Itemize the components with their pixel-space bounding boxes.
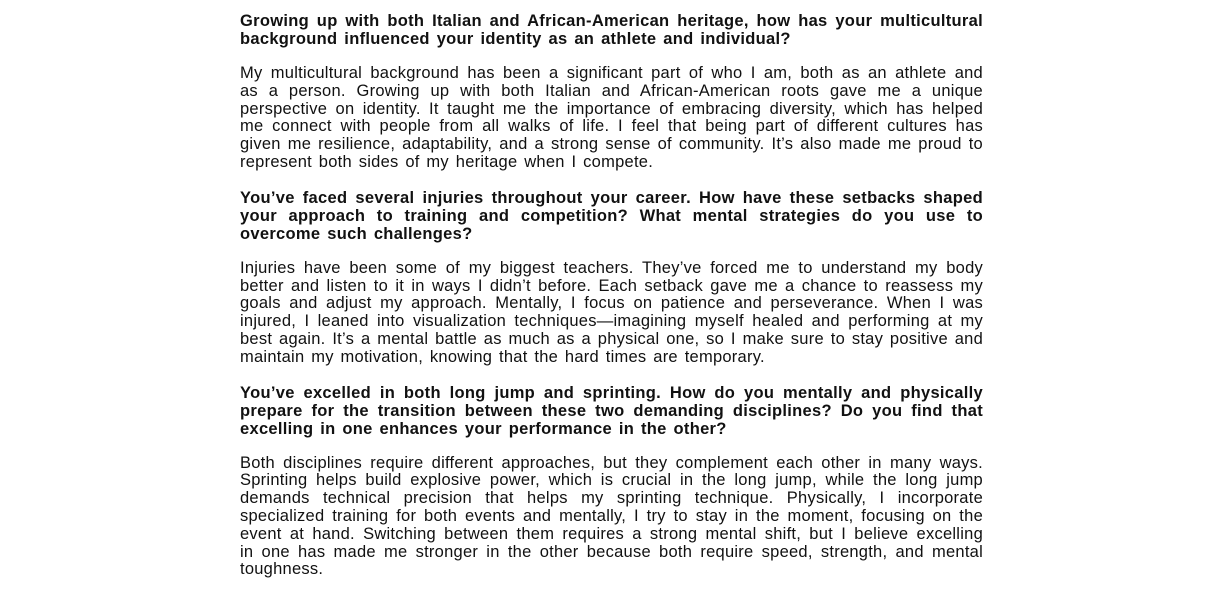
answer-disciplines: Both disciplines require different approaches, but they complement each other in many ways. Sprinting helps build explosive power, which is crucial in the long jump, while the long jump demands technical precision that helps my sprinting technique. Physically, I incorporate specialized training for both events and mentally, I try to stay in the moment, focusing on the event at hand. Switching between them requires a strong mental shift, but I believe excelling in one has made me stronger in the other because both require speed, strength, and mental toughness. <box>240 453 983 579</box>
qa-block-heritage <box>240 12 983 172</box>
answer-heritage: My multicultural background has been a significant part of who I am, both as an athlete and as a person. Growing up with both Italian and African-American roots gave me a unique perspective on identity. It taught me the importance of embracing diversity, which has helped me connect with people from all walks of life. I feel that being part of different cultures has given me resilience, adaptability, and a strong sense of community. It’s also made me proud to represent both sides of my heritage when I compete. <box>240 64 983 171</box>
question-injuries: You’ve faced several injuries throughout your career. How have these setbacks shaped your approach to training and competition? What mental strategies do you use to overcome such challenges? <box>240 188 983 243</box>
answer-injuries: Injuries have been some of my biggest teachers. They’ve forced me to understand my body better and listen to it in ways I didn’t before. Each setback gave me a chance to reassess my goals and adjust my approach. Mentally, I focus on patience and perseverance. When I was injured, I leaned into visualization techniques—imagining myself healed and performing at my best again. It’s a mental battle as much as a physical one, so I make sure to stay positive and maintain my motivation, knowing that the hard times are temporary. <box>240 258 983 366</box>
qa-block-injuries <box>240 189 983 367</box>
question-heritage: Growing up with both Italian and African-American heritage, how has your multicultural background influenced your identity as an athlete and individual? <box>240 12 983 48</box>
question-disciplines: You’ve excelled in both long jump and sprinting. How do you mentally and physically prepare for the transition between these two demanding disciplines? Do you find that excelling in one enhances your performance in the other? <box>240 383 983 438</box>
qa-block-disciplines <box>240 384 983 580</box>
interview-document <box>240 12 983 596</box>
